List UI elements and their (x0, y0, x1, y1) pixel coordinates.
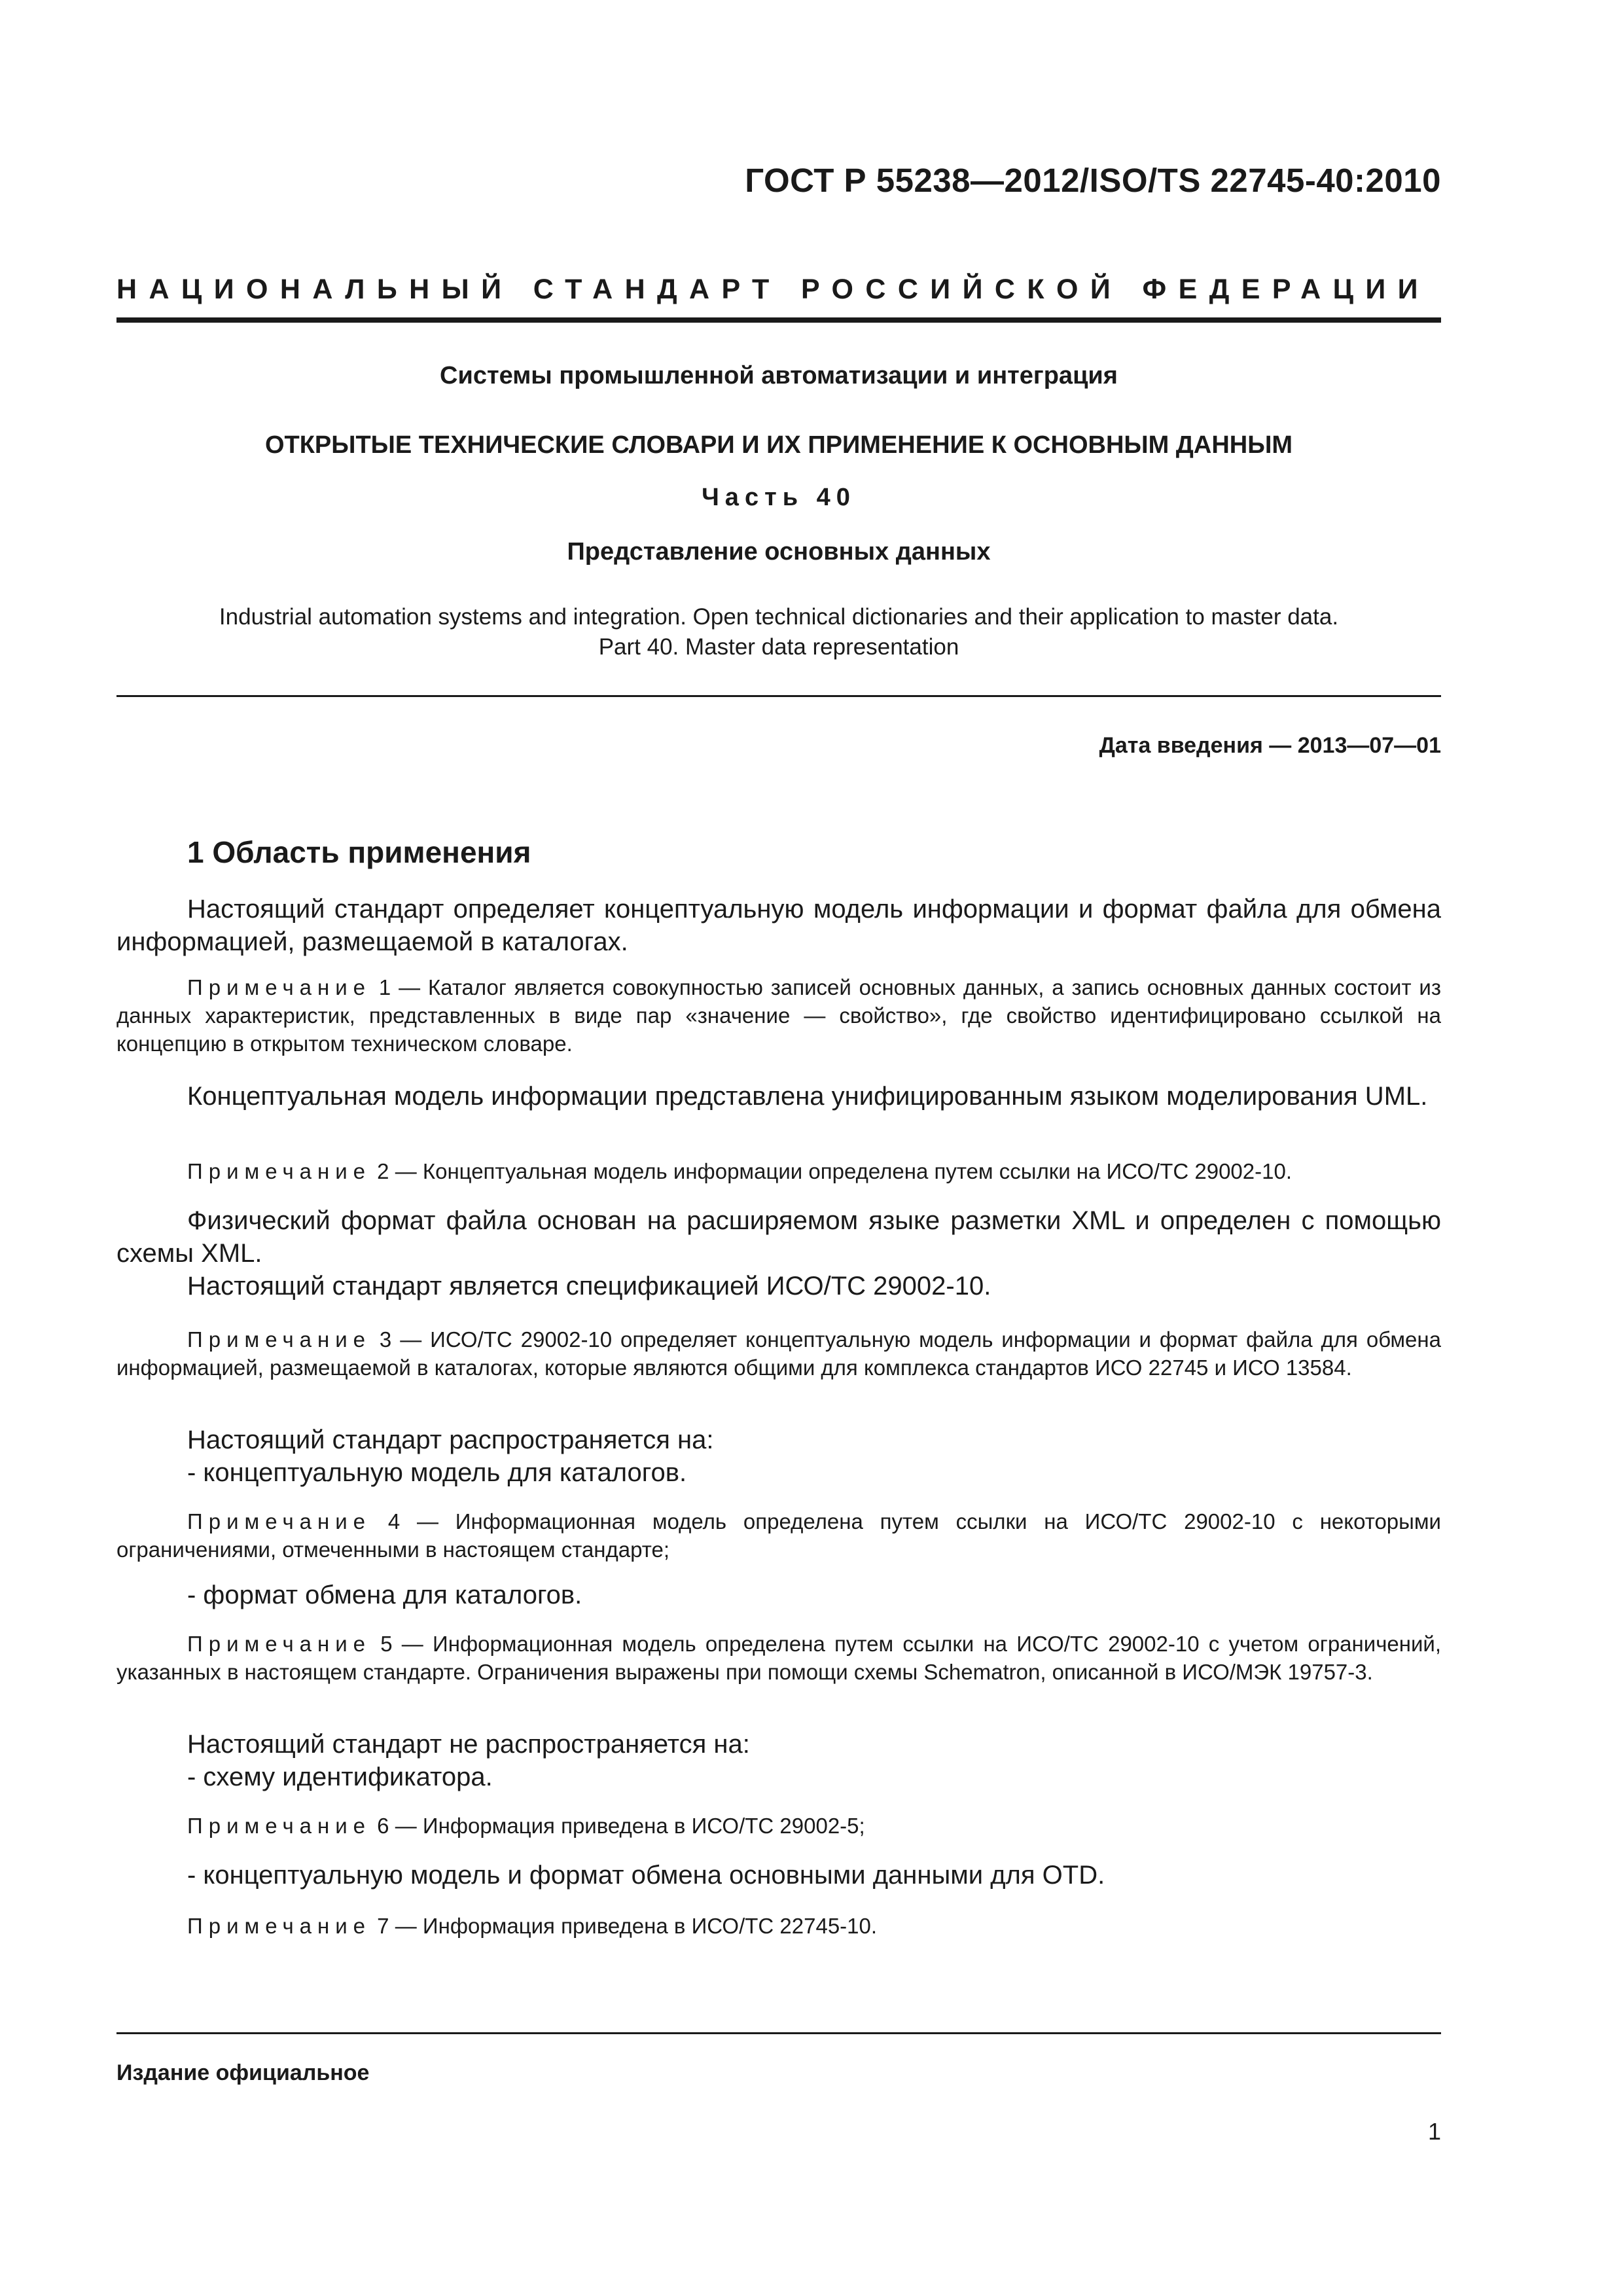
title-line-2: ОТКРЫТЫЕ ТЕХНИЧЕСКИЕ СЛОВАРИ И ИХ ПРИМЕНЕНИЕ К ОСНОВНЫМ ДАННЫМ (264, 431, 1293, 459)
title-part: Часть 40 (702, 484, 856, 511)
note-label: Примечание (187, 975, 372, 999)
english-title-line-1: Industrial automation systems and integration. Open technical dictionaries and their application to master data. (219, 604, 1339, 630)
paragraph: - концептуальную модель и формат обмена основными данными для OTD. (187, 1861, 1105, 1890)
note-text: 1 — Каталог является совокупностью записей основных данных, а запись основных данных состоит из данных характеристик, представленных в виде пар «значение — свойство», где свойство идентифицировано ссылкой на концепцию в открытом техническом словаре. (116, 975, 1441, 1056)
note-label: Примечание (187, 1327, 372, 1352)
official-edition-label: Издание официальное (116, 2060, 370, 2085)
title-rule (116, 695, 1441, 697)
note-label: Примечание (187, 1159, 372, 1183)
note-7 (116, 1912, 1441, 1940)
note-4 (116, 1507, 1441, 1564)
standard-designation: ГОСТ Р 55238—2012/ISO/TS 22745-40:2010 (745, 162, 1441, 199)
note-text: 2 — Концептуальная модель информации определена путем ссылки на ИСО/ТС 29002-10. (371, 1159, 1292, 1183)
introduction-date: Дата введения — 2013—07—01 (1099, 733, 1441, 758)
paragraph: - концептуальную модель для каталогов. (187, 1458, 687, 1487)
note-label: Примечание (187, 1632, 372, 1656)
english-title (116, 602, 1441, 662)
title-line-1: Системы промышленной автоматизации и интеграция (440, 362, 1118, 389)
header-rule (116, 317, 1441, 323)
note-3 (116, 1325, 1441, 1382)
paragraph: Настоящий стандарт определяет концептуальную модель информации и формат файла для обмена информацией, размещаемой в каталогах. (116, 895, 1441, 956)
note-text: 7 — Информация приведена в ИСО/ТС 22745-10. (371, 1914, 878, 1938)
note-text: 4 — Информационная модель определена путем ссылки на ИСО/ТС 29002-10 с некоторыми ограничениями, отмеченными в настоящем стандарте; (116, 1509, 1441, 1562)
paragraph: - формат обмена для каталогов. (187, 1581, 582, 1609)
note-text: 6 — Информация приведена в ИСО/ТС 29002-5; (371, 1814, 865, 1838)
paragraph: - схему идентификатора. (187, 1763, 493, 1791)
body-block-7 (116, 1859, 1441, 1892)
paragraph: Физический формат файла основан на расширяемом языке разметки XML и определен с помощью схемы XML. (116, 1206, 1441, 1268)
footer-rule (116, 2032, 1441, 2034)
note-6 (116, 1812, 1441, 1840)
paragraph: Настоящий стандарт не распространяется на: (187, 1730, 750, 1759)
page-number: 1 (1427, 2118, 1441, 2145)
note-label: Примечание (187, 1509, 372, 1534)
note-1 (116, 973, 1441, 1058)
body-block-4 (116, 1424, 1441, 1489)
body-block-3 (116, 1204, 1441, 1302)
paragraph: Настоящий стандарт является спецификацией ИСО/ТС 29002-10. (187, 1272, 991, 1300)
body-block-5 (116, 1579, 1441, 1611)
paragraph: Концептуальная модель информации представлена унифицированным языком моделирования UML. (187, 1082, 1428, 1111)
body-block-1 (116, 893, 1441, 958)
paragraph: Настоящий стандарт распространяется на: (187, 1426, 714, 1454)
english-title-line-2: Part 40. Master data representation (598, 634, 959, 660)
section-heading: 1 Область применения (187, 835, 531, 869)
note-text: 3 — ИСО/ТС 29002-10 определяет концептуальную модель информации и формат файла для обмена информацией, размещаемой в каталогах, которые являются общими для комплекса стандартов ИСО 22745 и ИСО 13584. (116, 1327, 1441, 1380)
body-block-6 (116, 1728, 1441, 1793)
body-block-2 (116, 1080, 1441, 1113)
note-label: Примечание (187, 1914, 372, 1938)
note-2 (116, 1157, 1441, 1185)
note-text: 5 — Информационная модель определена путем ссылки на ИСО/ТС 29002-10 с учетом ограничений, указанных в настоящем стандарте. Ограничения выражены при помощи схемы Schematron, описанной в ИСО/МЭК 19757-3. (116, 1632, 1441, 1684)
national-standard-banner: НАЦИОНАЛЬНЫЙ СТАНДАРТ РОССИЙСКОЙ ФЕДЕРАЦИИ (116, 274, 1430, 305)
note-5 (116, 1630, 1441, 1686)
note-label: Примечание (187, 1814, 372, 1838)
title-line-4: Представление основных данных (567, 538, 991, 565)
